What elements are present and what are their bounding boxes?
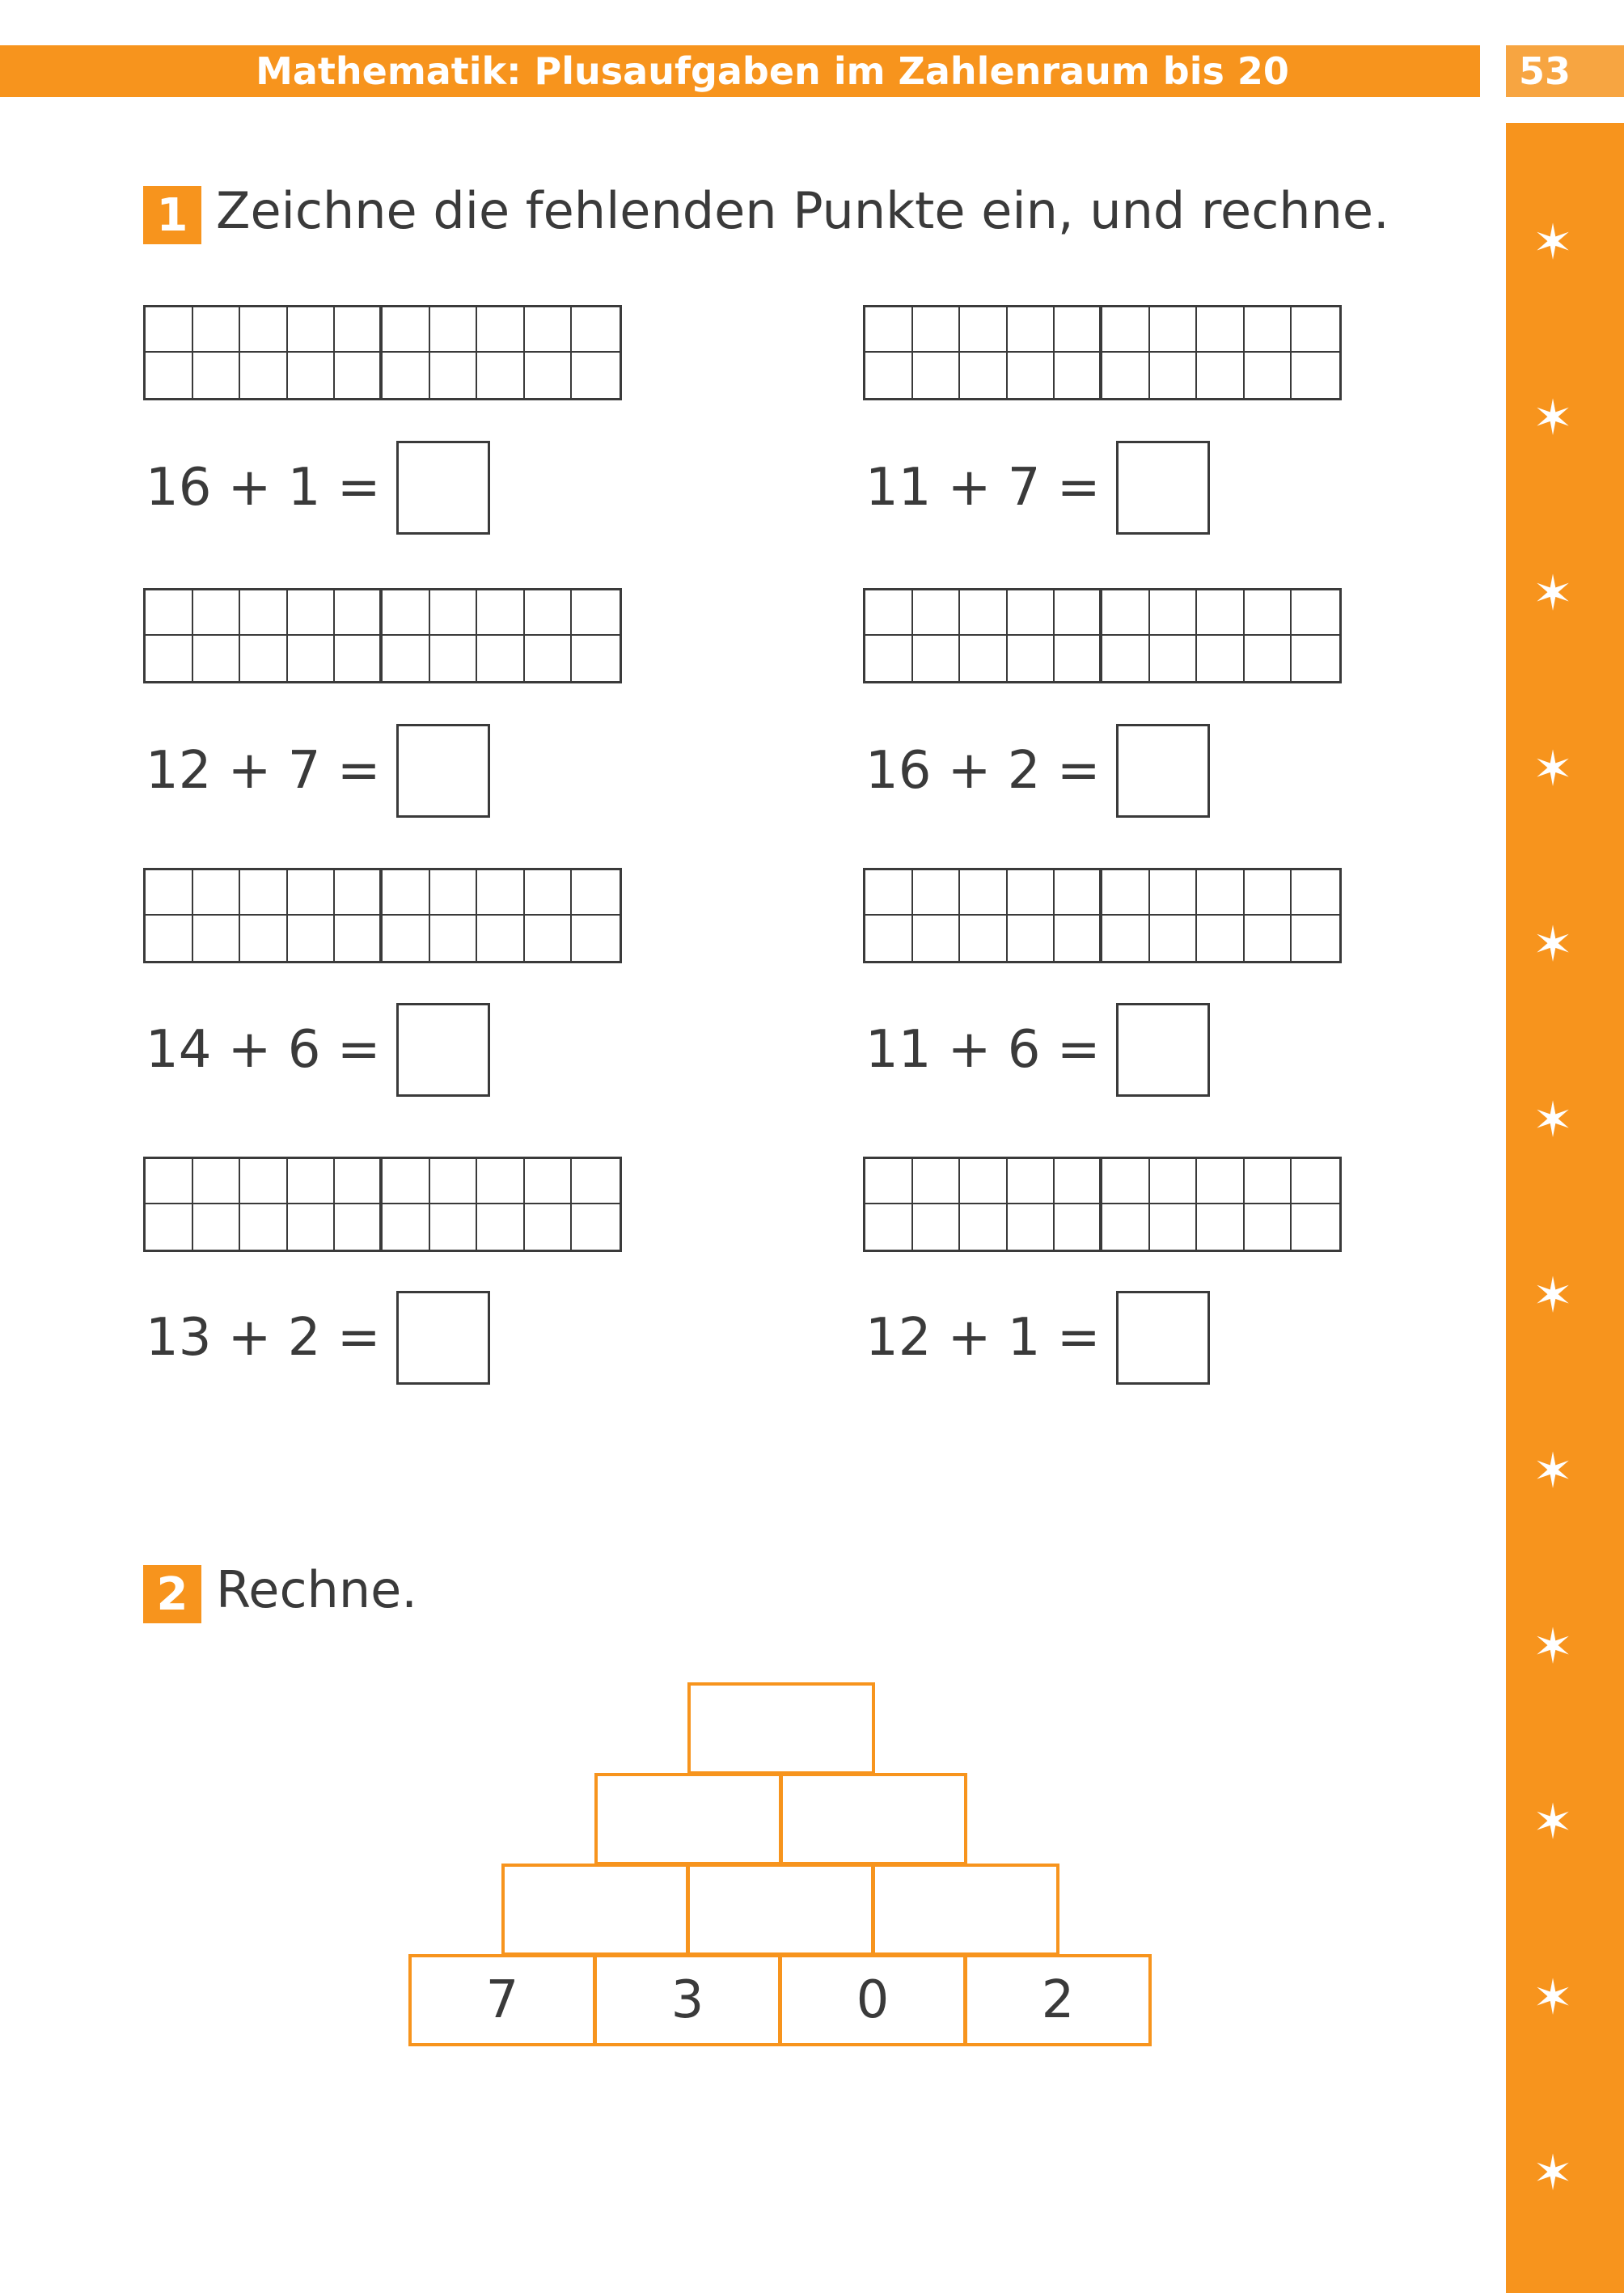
frame-cell[interactable] — [1150, 1159, 1198, 1204]
frame-cell[interactable] — [288, 916, 336, 961]
answer-box[interactable] — [1116, 441, 1210, 535]
star-icon: ✶ — [1532, 1969, 1574, 2026]
frame-cell[interactable] — [430, 916, 478, 961]
pyramid-base-brick: 7 — [408, 1954, 596, 2046]
equation: 16 + 1 = — [146, 458, 381, 518]
frame-cell[interactable] — [1292, 353, 1339, 398]
frame-cell[interactable] — [865, 1159, 913, 1204]
frame-cell[interactable] — [1150, 1204, 1198, 1250]
frame-cell[interactable] — [865, 590, 913, 636]
frame-cell[interactable] — [1008, 636, 1055, 681]
frame-cell[interactable] — [1055, 590, 1102, 636]
equation: 11 + 6 = — [865, 1020, 1101, 1080]
frame-cell[interactable] — [1008, 1159, 1055, 1204]
frame-cell[interactable] — [146, 590, 193, 636]
frame-cell[interactable] — [525, 590, 573, 636]
answer-box[interactable] — [1116, 1291, 1210, 1385]
frame-cell[interactable] — [1055, 353, 1102, 398]
frame-cell[interactable] — [193, 353, 241, 398]
frame-cell[interactable] — [1292, 636, 1339, 681]
frame-cell[interactable] — [288, 307, 336, 353]
frame-cell[interactable] — [1245, 307, 1292, 353]
frame-cell[interactable] — [477, 307, 525, 353]
answer-box[interactable] — [1116, 724, 1210, 818]
answer-box[interactable] — [1116, 1003, 1210, 1097]
twenty-frame[interactable] — [143, 588, 622, 683]
star-icon: ✶ — [1532, 1794, 1574, 1851]
pyramid-brick-row2[interactable] — [594, 1773, 782, 1865]
frame-cell[interactable] — [1055, 1159, 1102, 1204]
frame-cell[interactable] — [1292, 870, 1339, 916]
frame-cell[interactable] — [430, 590, 478, 636]
frame-cell[interactable] — [525, 307, 573, 353]
frame-cell[interactable] — [1008, 1204, 1055, 1250]
frame-cell[interactable] — [1055, 636, 1102, 681]
frame-cell[interactable] — [335, 916, 383, 961]
frame-cell[interactable] — [335, 636, 383, 681]
frame-cell[interactable] — [1245, 870, 1292, 916]
frame-cell[interactable] — [146, 1204, 193, 1250]
frame-cell[interactable] — [288, 353, 336, 398]
frame-cell[interactable] — [1197, 353, 1245, 398]
frame-cell[interactable] — [1197, 1204, 1245, 1250]
frame-cell[interactable] — [146, 916, 193, 961]
frame-cell[interactable] — [1292, 590, 1339, 636]
frame-cell[interactable] — [477, 636, 525, 681]
frame-cell[interactable] — [1102, 590, 1150, 636]
frame-cell[interactable] — [146, 636, 193, 681]
frame-cell[interactable] — [865, 1204, 913, 1250]
frame-cell[interactable] — [865, 307, 913, 353]
frame-cell[interactable] — [1197, 636, 1245, 681]
frame-cell[interactable] — [1055, 1204, 1102, 1250]
twenty-frame[interactable] — [143, 305, 622, 400]
frame-cell[interactable] — [1008, 590, 1055, 636]
frame-cell[interactable] — [1292, 1159, 1339, 1204]
frame-cell[interactable] — [913, 307, 961, 353]
frame-cell[interactable] — [960, 353, 1008, 398]
frame-cell[interactable] — [865, 916, 913, 961]
pyramid-brick-top[interactable] — [687, 1682, 875, 1775]
frame-cell[interactable] — [865, 353, 913, 398]
answer-box[interactable] — [396, 724, 490, 818]
answer-box[interactable] — [396, 1003, 490, 1097]
task-2-badge: 2 — [143, 1565, 201, 1623]
frame-cell[interactable] — [960, 590, 1008, 636]
star-icon: ✶ — [1532, 1267, 1574, 1324]
frame-cell[interactable] — [1197, 590, 1245, 636]
frame-cell[interactable] — [1245, 1204, 1292, 1250]
frame-cell[interactable] — [960, 307, 1008, 353]
frame-cell[interactable] — [383, 353, 430, 398]
frame-cell[interactable] — [1150, 353, 1198, 398]
frame-cell[interactable] — [1055, 870, 1102, 916]
frame-cell[interactable] — [525, 1204, 573, 1250]
task-2-instruction: Rechne. — [216, 1560, 417, 1619]
frame-cell[interactable] — [1292, 1204, 1339, 1250]
star-icon: ✶ — [1532, 1092, 1574, 1149]
frame-cell[interactable] — [335, 590, 383, 636]
frame-cell[interactable] — [383, 636, 430, 681]
frame-cell[interactable] — [1150, 307, 1198, 353]
frame-cell[interactable] — [430, 1159, 478, 1204]
frame-cell[interactable] — [1008, 916, 1055, 961]
frame-cell[interactable] — [477, 1159, 525, 1204]
pyramid-base-brick: 3 — [594, 1954, 781, 2046]
task-1-instruction: Zeichne die fehlenden Punkte ein, und rechne. — [216, 181, 1389, 240]
frame-cell[interactable] — [1102, 307, 1150, 353]
frame-cell[interactable] — [1008, 870, 1055, 916]
frame-cell[interactable] — [1102, 870, 1150, 916]
frame-cell[interactable] — [1102, 1159, 1150, 1204]
frame-cell[interactable] — [1197, 916, 1245, 961]
frame-cell[interactable] — [430, 1204, 478, 1250]
frame-cell[interactable] — [960, 916, 1008, 961]
frame-cell[interactable] — [335, 353, 383, 398]
star-icon: ✶ — [1532, 390, 1574, 446]
frame-cell[interactable] — [525, 353, 573, 398]
frame-cell[interactable] — [146, 307, 193, 353]
frame-cell[interactable] — [1008, 307, 1055, 353]
twenty-frame[interactable] — [863, 588, 1342, 683]
frame-cell[interactable] — [1197, 1159, 1245, 1204]
frame-cell[interactable] — [960, 1159, 1008, 1204]
frame-cell[interactable] — [1150, 636, 1198, 681]
frame-cell[interactable] — [430, 870, 478, 916]
frame-cell[interactable] — [1102, 916, 1150, 961]
page-number: 53 — [1519, 49, 1571, 93]
frame-cell[interactable] — [525, 636, 573, 681]
frame-cell[interactable] — [1245, 590, 1292, 636]
frame-cell[interactable] — [288, 590, 336, 636]
answer-box[interactable] — [396, 441, 490, 535]
frame-cell[interactable] — [960, 870, 1008, 916]
frame-cell[interactable] — [288, 636, 336, 681]
frame-cell[interactable] — [430, 636, 478, 681]
frame-cell[interactable] — [525, 916, 573, 961]
frame-cell[interactable] — [430, 353, 478, 398]
frame-cell[interactable] — [525, 1159, 573, 1204]
equation: 14 + 6 = — [146, 1020, 381, 1080]
frame-cell[interactable] — [193, 870, 241, 916]
frame-cell[interactable] — [1150, 590, 1198, 636]
frame-cell[interactable] — [383, 307, 430, 353]
twenty-frame[interactable] — [143, 868, 622, 963]
frame-cell[interactable] — [913, 870, 961, 916]
pyramid-brick-row3[interactable] — [872, 1864, 1059, 1956]
frame-cell[interactable] — [240, 353, 288, 398]
pyramid-brick-row2[interactable] — [780, 1773, 967, 1865]
header-bar — [0, 45, 1480, 97]
frame-cell[interactable] — [335, 1204, 383, 1250]
frame-cell[interactable] — [1055, 916, 1102, 961]
page-title: Mathematik: Plusaufgaben im Zahlenraum bis 20 — [256, 49, 1289, 93]
frame-cell[interactable] — [913, 590, 961, 636]
frame-cell[interactable] — [240, 307, 288, 353]
frame-cell[interactable] — [335, 870, 383, 916]
star-icon: ✶ — [1532, 1443, 1574, 1500]
star-icon: ✶ — [1532, 916, 1574, 973]
frame-cell[interactable] — [240, 1204, 288, 1250]
frame-cell[interactable] — [193, 636, 241, 681]
frame-cell[interactable] — [1245, 916, 1292, 961]
frame-cell[interactable] — [240, 870, 288, 916]
frame-cell[interactable] — [572, 870, 620, 916]
frame-cell[interactable] — [1055, 307, 1102, 353]
equation: 13 + 2 = — [146, 1308, 381, 1368]
task-1-badge: 1 — [143, 186, 201, 244]
frame-cell[interactable] — [1245, 636, 1292, 681]
frame-cell[interactable] — [1197, 307, 1245, 353]
answer-box[interactable] — [396, 1291, 490, 1385]
equation: 12 + 1 = — [865, 1308, 1101, 1368]
twenty-frame[interactable] — [863, 868, 1342, 963]
frame-cell[interactable] — [288, 870, 336, 916]
frame-cell[interactable] — [240, 590, 288, 636]
frame-cell[interactable] — [913, 916, 961, 961]
twenty-frame[interactable] — [863, 305, 1342, 400]
frame-cell[interactable] — [1292, 307, 1339, 353]
frame-cell[interactable] — [383, 916, 430, 961]
frame-cell[interactable] — [572, 307, 620, 353]
equation: 16 + 2 = — [865, 741, 1101, 801]
frame-cell[interactable] — [572, 916, 620, 961]
pyramid-brick-row3[interactable] — [501, 1864, 689, 1956]
frame-cell[interactable] — [572, 590, 620, 636]
frame-cell[interactable] — [1292, 916, 1339, 961]
frame-cell[interactable] — [477, 1204, 525, 1250]
pyramid-brick-row3[interactable] — [687, 1864, 874, 1956]
frame-cell[interactable] — [525, 870, 573, 916]
frame-cell[interactable] — [1245, 1159, 1292, 1204]
frame-cell[interactable] — [865, 870, 913, 916]
frame-cell[interactable] — [865, 636, 913, 681]
frame-cell[interactable] — [913, 636, 961, 681]
frame-cell[interactable] — [1102, 636, 1150, 681]
frame-cell[interactable] — [913, 1159, 961, 1204]
frame-cell[interactable] — [960, 636, 1008, 681]
frame-cell[interactable] — [193, 590, 241, 636]
star-icon: ✶ — [1532, 565, 1574, 622]
frame-cell[interactable] — [1150, 916, 1198, 961]
frame-cell[interactable] — [383, 590, 430, 636]
frame-cell[interactable] — [960, 1204, 1008, 1250]
frame-cell[interactable] — [1102, 353, 1150, 398]
frame-cell[interactable] — [288, 1204, 336, 1250]
pyramid-base-brick: 2 — [964, 1954, 1152, 2046]
twenty-frame[interactable] — [143, 1157, 622, 1252]
frame-cell[interactable] — [193, 1159, 241, 1204]
frame-cell[interactable] — [193, 916, 241, 961]
page-number-box — [1506, 45, 1624, 97]
frame-cell[interactable] — [193, 1204, 241, 1250]
frame-cell[interactable] — [335, 307, 383, 353]
frame-cell[interactable] — [240, 636, 288, 681]
frame-cell[interactable] — [383, 1159, 430, 1204]
frame-cell[interactable] — [477, 870, 525, 916]
frame-cell[interactable] — [240, 1159, 288, 1204]
frame-cell[interactable] — [1008, 353, 1055, 398]
twenty-frame[interactable] — [863, 1157, 1342, 1252]
frame-cell[interactable] — [193, 307, 241, 353]
frame-cell[interactable] — [572, 1204, 620, 1250]
frame-cell[interactable] — [572, 636, 620, 681]
frame-cell[interactable] — [383, 870, 430, 916]
equation: 12 + 7 = — [146, 741, 381, 801]
star-icon: ✶ — [1532, 1618, 1574, 1675]
frame-cell[interactable] — [383, 1204, 430, 1250]
pyramid-base-brick: 0 — [779, 1954, 966, 2046]
frame-cell[interactable] — [477, 353, 525, 398]
frame-cell[interactable] — [1245, 353, 1292, 398]
frame-cell[interactable] — [146, 353, 193, 398]
star-icon: ✶ — [1532, 2145, 1574, 2202]
frame-cell[interactable] — [240, 916, 288, 961]
frame-cell[interactable] — [1197, 870, 1245, 916]
frame-cell[interactable] — [288, 1159, 336, 1204]
frame-cell[interactable] — [477, 916, 525, 961]
equation: 11 + 7 = — [865, 458, 1101, 518]
frame-cell[interactable] — [1150, 870, 1198, 916]
frame-cell[interactable] — [913, 353, 961, 398]
frame-cell[interactable] — [146, 870, 193, 916]
frame-cell[interactable] — [572, 353, 620, 398]
frame-cell[interactable] — [913, 1204, 961, 1250]
frame-cell[interactable] — [146, 1159, 193, 1204]
frame-cell[interactable] — [572, 1159, 620, 1204]
frame-cell[interactable] — [477, 590, 525, 636]
star-icon: ✶ — [1532, 214, 1574, 271]
frame-cell[interactable] — [430, 307, 478, 353]
frame-cell[interactable] — [335, 1159, 383, 1204]
frame-cell[interactable] — [1102, 1204, 1150, 1250]
side-strip — [1506, 123, 1624, 2293]
star-icon: ✶ — [1532, 741, 1574, 797]
